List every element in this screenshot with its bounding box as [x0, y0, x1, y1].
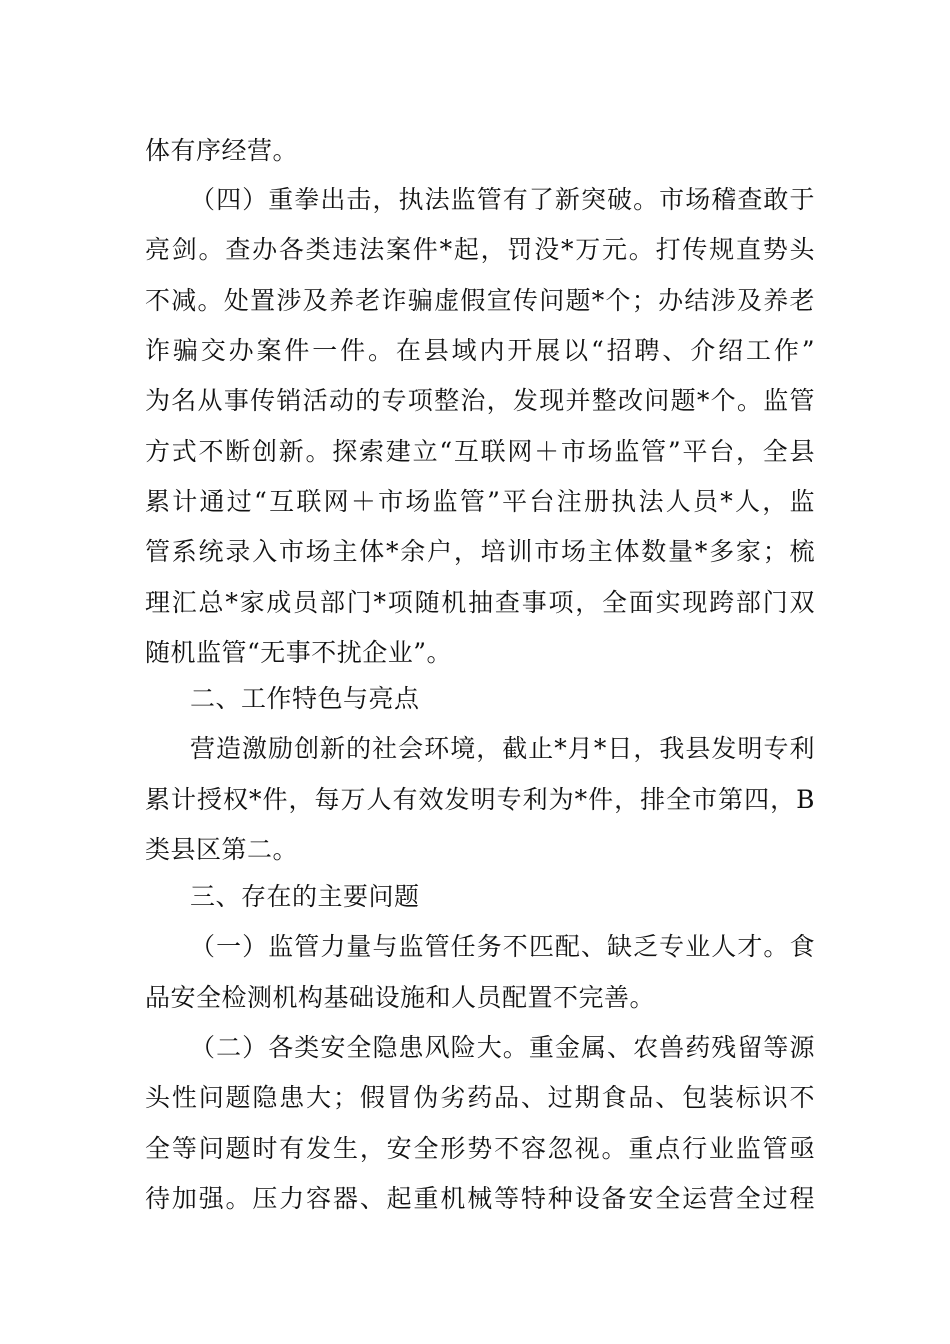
text-line: （一）监管力量与监管任务不匹配、缺乏专业人才。食 — [190, 932, 815, 961]
text-line: 理汇总*家成员部门*项随机抽查事项，全面实现跨部门双 — [145, 588, 815, 617]
text-line: 管系统录入市场主体*余户，培训市场主体数量*多家；梳 — [145, 537, 815, 566]
text-line: 随机监管“无事不扰企业”。 — [145, 638, 453, 667]
text-line: 营造激励创新的社会环境，截止*月*日，我县发明专利 — [190, 734, 815, 763]
text-line: 待加强。压力容器、起重机械等特种设备安全运营全过程 — [145, 1184, 815, 1213]
text-line: 体有序经营。 — [145, 136, 299, 165]
section-heading: 三、存在的主要问题 — [190, 882, 420, 911]
text-line: 为名从事传销活动的专项整治，发现并整改问题*个。监管 — [145, 386, 815, 415]
text-line: 方式不断创新。探索建立“互联网＋市场监管”平台，全县 — [145, 437, 815, 466]
section-heading: 二、工作特色与亮点 — [190, 684, 420, 713]
text-line: 诈骗交办案件一件。在县域内开展以“招聘、介绍工作” — [145, 336, 815, 365]
text-line: 类县区第二。 — [145, 835, 299, 864]
text-line: 品安全检测机构基础设施和人员配置不完善。 — [145, 983, 656, 1012]
text-line: 累计授权*件，每万人有效发明专利为*件，排全市第四，B — [145, 785, 815, 814]
text-line: 累计通过“互联网＋市场监管”平台注册执法人员*人，监 — [145, 487, 815, 516]
text-line: 头性问题隐患大；假冒伪劣药品、过期食品、包装标识不 — [145, 1083, 815, 1112]
text-line: （二）各类安全隐患风险大。重金属、农兽药残留等源 — [190, 1033, 815, 1062]
text-line: （四）重拳出击，执法监管有了新突破。市场稽查敢于 — [190, 185, 815, 214]
text-line: 全等问题时有发生，安全形势不容忽视。重点行业监管亟 — [145, 1134, 815, 1163]
text-line: 不减。处置涉及养老诈骗虚假宣传问题*个；办结涉及养老 — [145, 286, 815, 315]
text-line: 亮剑。查办各类违法案件*起，罚没*万元。打传规直势头 — [145, 235, 815, 264]
